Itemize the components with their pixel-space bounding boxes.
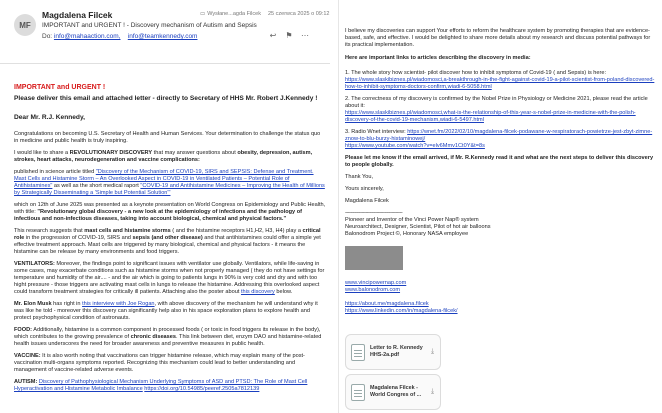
thanks: Thank You, [345, 174, 373, 180]
paragraph: Mr. Elon Musk has right in this interview with Joe Rogan, with above discovery of the mechanism he will understand why it was like he told - moreover this discovery can significantly help also in his space exploration plans to explore health and protect psychophysical condition of astronauts. [14, 301, 318, 321]
paragraph: VACCINE: It is also worth noting that vaccinations can trigger histamine release, which may explain many of the post-vaccination multi-organs symptoms reported. Recognizing this mechanism could lead to better understanding and management of vaccine-related adverse events. [14, 353, 305, 373]
email-right-pane [338, 0, 662, 413]
youtube-link[interactable]: https://www.youtube.com/watch?v=elv6Mmv1Ct0Y&t=8s [345, 143, 485, 149]
download-icon[interactable]: ⤓ [431, 348, 435, 355]
download-icon[interactable]: ⤓ [431, 388, 435, 395]
sender-name: Magdalena Filcek [42, 10, 113, 20]
recipients-row [42, 33, 197, 40]
website-link[interactable]: www.vincipowernap.com [345, 280, 407, 286]
attachment-congress[interactable]: Magdalena Filcek - World Congres of ... ⤓ [345, 374, 441, 410]
paragraph: FOOD: Additionally, histamine is a common component in processed foods ( or toxic in food triggers its release in the body), which contributes to the growing prevalence of chronic diseases. This link between diet, enzym DAO and histamine-related health issues underscores the need for broader awareness and preventive measures in public health. [14, 327, 322, 347]
folder-icon: ▭ [200, 11, 206, 17]
media-link[interactable]: https://www.slaskibiznes.pl/wiadomosci,what-is-the-relationship-of-this-year-s-nobel-prize-in-medicine-with-the-polish-discovery-of-the-covid-19-mechanism,wiadi-6-5497.html [345, 110, 636, 123]
folder-label[interactable]: ▭ Wysłane...agda Filcek [200, 11, 261, 17]
pdf-icon [351, 384, 365, 401]
paragraph: 1. The whole story how scientist- pilot discover how to inhibit symptoms of Covid-19 ( and Sepsis) is here: https://www.slaskibiznes.pl/wiadomosci,a-breakthrough-in-the-fight-against-covid-19-a-pilot-scientist-from-poland-discovered-how-to-inhibit-symptoms-doctors-confirm,wiadi-6-5058.html [345, 70, 655, 90]
paragraph: This research suggests that mast cells and histamine storms ( and the histamine receptors H1,H2, H3, H4) play a critical role in the progression of COVID-19, SIRS and sepsis (and other disease) and that antihistamines could offer a simple yet effective treatment approach. Mast cells are triggered by many biological, chemical and physical factors - it means the histamine can be release by many environments and food triggers. [14, 228, 321, 255]
media-link[interactable]: https://www.slaskibiznes.pl/wiadomosci,a-breakthrough-in-the-fight-against-covid-19-a-pilot-scientist-from-poland-discovered-how-to-inhibit-symptoms-doctors-confirm,wiadi-6-5058.html [345, 77, 655, 90]
recipient-link[interactable]: info@mahaaction.com, [53, 33, 121, 40]
article-link[interactable]: "COVID-19 and Antihistamine Medicines – Improving the Health of Millions by Strategically Disseminating a 'Simple but Potential Solution'" [14, 183, 325, 196]
deliver-note: Please deliver this email and attached letter - directly to Secretary of HHS Mr. Robert J.Kennedy ! [14, 95, 318, 102]
paragraph: 2. The correctness of my discovery is confirmed by the Nobel Prize in Physiology or Medicine 2021, please read the article about it: https://www.slaskibiznes.pl/wiadomosci,what-is-the-relationship-of-this-year-s-nobel-prize-in-medicine-with-the-polish-discovery-of-the-covid-19-mechanism,wiadi-6-5497.html [345, 96, 648, 123]
email-header [0, 0, 330, 64]
to-label: Do: [42, 33, 53, 40]
article-link[interactable]: "Discovery of the Mechanism of COVID-19, SIRS and SEPSIS: Defense and Treatment. Mast Cells and Histamine Storm – An Overlooked Aspect in COVID-19 in Ventilated Patients – Potential Role of Antihistamines" [14, 169, 314, 189]
reply-icon[interactable]: ↩ [269, 30, 277, 40]
signature-name: Magdalena Filcek [345, 198, 389, 204]
bio-line: Pioneer and Inventor of the Vinci Power Nap® system [345, 217, 479, 223]
paragraph: I believe my discoveries can support Your efforts to reform the healthcare system by promoting therapies that are evidence-based, safe, and effective. I would be delighted to share more details about my research and discuss potential pathways for its practical implementation. [345, 28, 651, 48]
avatar: MF [14, 14, 36, 36]
paragraph: Congratulations on becoming U.S. Secretary of Health and Human Services. Your determination to challenge the status quo in medicine and public health is truly inspiring. [14, 131, 321, 144]
bio-line: Balonodrom Project ©, Honorary NASA employee [345, 231, 469, 237]
linkedin-link[interactable]: https://www.linkedin.com/in/magdalena-filcek/ [345, 308, 458, 314]
paragraph: published in science article titled "Discovery of the Mechanism of COVID-19, SIRS and SEPSIS: Defense and Treatment. Mast Cells and Histamine Storm – An Overlooked Aspect in COVID-19 in Ventilated Patients – Potential Role of Antihistamines" as well as the short medical raport "COVID-19 and Antihistamine Medicines – Improving the Health of Millions by Strategically Disseminating a 'Simple but Potential Solution'" [14, 169, 325, 196]
attachment-letter[interactable]: Letter to R. Kennedy HHS-2a.pdf ⤓ [345, 334, 441, 370]
email-subject: IMPORTANT and URGENT ! - Discovery mechanism of Autism and Sepsis [42, 22, 257, 29]
links-heading: Here are important links to articles describing the discovery in media: [345, 55, 531, 61]
signature-divider: ------------------------------------------ [345, 210, 403, 216]
doi-link[interactable]: https://doi.org/10.54985/peeref.2505a7812139 [144, 386, 260, 392]
autism-link[interactable]: Discovery of Pathophysiological Mechanism Underlying Symptoms of ASD and PTSD: The Role of Mast Cell Hyperactivation and Histamine Metabolic Imbalance [14, 379, 308, 392]
more-icon[interactable]: ⋯ [301, 30, 309, 40]
request-note: Please let me know if the email arrived, if Mr. R.Kennedy read it and what are the next steps to deliver this discovery to people globally. [345, 155, 654, 168]
paragraph: 3. Radio Wnet interview: https://wnet.fm/2022/02/10/magdalena-filcek-podawane-w-respiratorach-powietrze-jest-zbyt-zimne-znow-to-blu-burzy-histaminowej/ https://www.youtube.com/watch?v=elv6Mmv1Ct0Y&t=8s [345, 129, 653, 149]
pdf-icon [351, 344, 365, 361]
important-heading: IMPORTANT and URGENT ! [14, 84, 106, 91]
email-left-pane [0, 0, 330, 413]
email-body-right [345, 28, 657, 315]
paragraph: AUTISM: Discovery of Pathophysiological Mechanism Underlying Symptoms of ASD and PTSD: The Role of Mast Cell Hyperactivation and Histamine Metabolic Imbalance https://doi.org/10.54985/peeref.2505a7812139 [14, 379, 308, 392]
interview-link[interactable]: this interview with Joe Rogan [82, 301, 155, 307]
paragraph: which on 12th of June 2025 was presented as a keynote presentation on World Congress on Epidemiology and Public Health, with title: "Revolutionary global discovery - a new look at the epidemiology of infections and the pathology of infectious and non-infectious diseases, taking into account biological, chemical and physical factors." [14, 202, 326, 222]
header-actions [268, 30, 310, 40]
closing: Yours sincerely, [345, 186, 384, 192]
poster-link[interactable]: this discovery [240, 289, 275, 295]
flag-icon[interactable]: ⚑ [285, 30, 293, 40]
email-date: 25 czerwca 2025 o 09:12 [268, 11, 330, 17]
bio-line: Neuroarchitect, Designer, Scientist, Pilot of hot air balloons [345, 224, 491, 230]
email-body-left [14, 84, 326, 398]
paragraph: I would like to share a REVOLUTIONARY DISCOVERY that may answer questions about obesity, depression, autism, strokes, heart attacks, neurodegeneration and vaccine complications: [14, 150, 313, 163]
salutation: Dear Mr. R.J. Kennedy, [14, 114, 85, 121]
recipient-link[interactable]: info@teamkennedy.com [127, 33, 198, 40]
media-link[interactable]: https://wnet.fm/2022/02/10/magdalena-filcek-podawane-w-respiratorach-powietrze-jest-zbyt-zimne-znow-to-blu-burzy-histaminowej/ [345, 129, 653, 142]
redacted-image [345, 246, 403, 270]
website-link[interactable]: www.balonodrom.com [345, 287, 401, 293]
about-link[interactable]: https://about.me/magdalena.filcek [345, 301, 429, 307]
paragraph: VENTILATORS: Moreover, the findings point to significant issues with ventilator use globally. Ventilators, while life-saving in some cases, may exacerbate conditions such as histamine storms when not properly managed ( they do not have settings for temperature and humidity of the air.... - and the air which is going to patients lungs in 90% is very cold and dry and with too hight pressure - those triggers are activating mast cells in lungs to release the histamine. Addressing this overlooked aspect could transform treatment strategies for critically ill patients. Attaching also the poster about this discovery below. [14, 261, 325, 295]
